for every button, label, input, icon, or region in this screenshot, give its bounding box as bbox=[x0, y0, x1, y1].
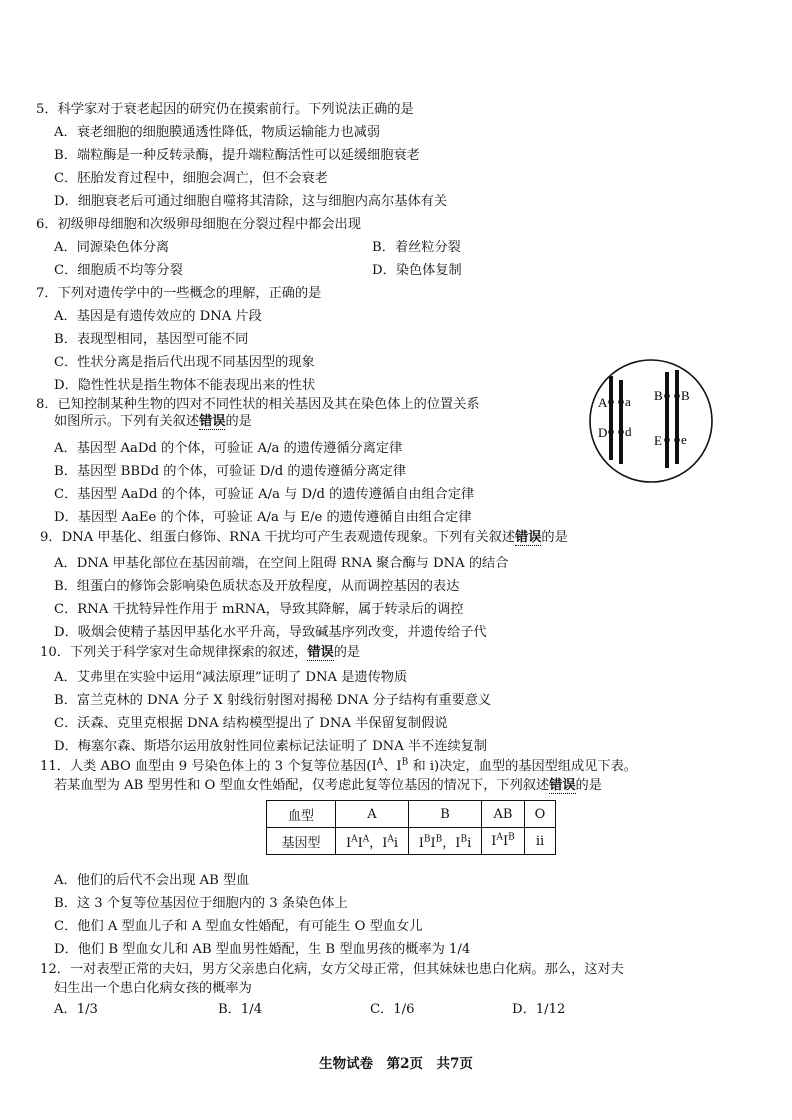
gene-label-B2: B bbox=[681, 388, 690, 403]
q8-option-d: D．基因型 AaEe 的个体，可验证 A/a 与 E/e 的遗传遵循自由组合定律 bbox=[54, 510, 472, 525]
q7-option-d: D．隐性性状是指生物体不能表现出来的性状 bbox=[54, 378, 316, 393]
table-cell: $I^AI^A$，$I^Ai$ bbox=[336, 828, 409, 855]
q10-option-c: C．沃森、克里克根据 DNA 结构模型提出了 DNA 半保留复制假说 bbox=[54, 716, 448, 731]
q8-option-c: C．基因型 AaDd 的个体，可验证 A/a 与 D/d 的遗传遵循自由组合定律 bbox=[54, 487, 475, 502]
q11-stem-part1: 11．人类 ABO 血型由 9 号染色体上的 3 个复等位基因(I bbox=[40, 759, 377, 774]
q9-stem-tail: 的是 bbox=[541, 530, 568, 545]
q8-stem-line1: 8．已知控制某种生物的四对不同性状的相关基因及其在染色体上的位置关系 bbox=[36, 397, 480, 412]
q12-stem-line1: 12．一对表型正常的夫妇，男方父亲患白化病，女方父母正常，但其妹妹也患白化病。那么，这对夫 bbox=[40, 962, 624, 977]
q12-stem-line2: 妇生出一个患白化病女孩的概率为 bbox=[54, 981, 252, 996]
q11-option-b: B．这 3 个复等位基因位于细胞内的 3 条染色体上 bbox=[54, 896, 348, 911]
gene-label-A: A bbox=[598, 395, 608, 410]
q10-emphasis: 错误 bbox=[307, 645, 334, 660]
gene-label-e: e bbox=[681, 432, 687, 447]
gene-label-a: a bbox=[625, 394, 631, 409]
q11-stem-tail: 的是 bbox=[575, 778, 602, 793]
q6-stem: 6．初级卵母细胞和次级卵母细胞在分裂过程中都会出现 bbox=[36, 217, 361, 232]
q6-option-a: A．同源染色体分离 bbox=[54, 240, 170, 255]
q11-stem-text: 若某血型为 AB 型男性和 O 型血女性婚配，仅考虑此复等位基因的情况下，下列叙述 bbox=[54, 778, 550, 793]
q12-option-d: D．1/12 bbox=[512, 1002, 566, 1017]
q9-option-a: A．DNA 甲基化部位在基因前端，在空间上阻碍 RNA 聚合酶与 DNA 的结合 bbox=[54, 556, 509, 571]
q10-option-d: D．梅塞尔森、斯塔尔运用放射性同位素标记法证明了 DNA 半不连续复制 bbox=[54, 739, 488, 754]
table-cell: $I^BI^B$，$I^Bi$ bbox=[409, 828, 482, 855]
q9-emphasis: 错误 bbox=[515, 530, 542, 545]
table-header-cell: A bbox=[336, 801, 409, 828]
q8-stem-line2 bbox=[54, 412, 252, 432]
q11-stem-line2 bbox=[54, 776, 602, 796]
q8-option-a: A．基因型 AaDd 的个体，可验证 A/a 的遗传遵循分离定律 bbox=[54, 441, 403, 456]
table-row bbox=[267, 828, 556, 855]
q11-sup-a: A bbox=[376, 757, 384, 768]
q8-stem-text: 如图所示。下列有关叙述 bbox=[54, 414, 200, 429]
q6-option-b: B．着丝粒分裂 bbox=[372, 240, 461, 255]
q11-stem-part3: 和 i)决定，血型的基因型组成见下表。 bbox=[408, 759, 637, 774]
table-header-cell: B bbox=[409, 801, 482, 828]
q7-option-c: C．性状分离是指后代出现不同基因型的现象 bbox=[54, 355, 315, 370]
q11-emphasis: 错误 bbox=[549, 778, 576, 793]
q11-option-a: A．他们的后代不会出现 AB 型血 bbox=[54, 873, 250, 888]
blood-type-table bbox=[266, 800, 556, 855]
table-header-cell: AB bbox=[482, 801, 525, 828]
q5-option-c: C．胚胎发育过程中，细胞会凋亡，但不会衰老 bbox=[54, 171, 328, 186]
q5-option-b: B．端粒酶是一种反转录酶，提升端粒酶活性可以延缓细胞衰老 bbox=[54, 148, 420, 163]
q5-option-d: D．细胞衰老后可通过细胞自噬将其清除，这与细胞内高尔基体有关 bbox=[54, 194, 448, 209]
q11-sup-b: B bbox=[401, 757, 409, 768]
q9-option-c: C．RNA 干扰特异性作用于 mRNA，导致其降解，属于转录后的调控 bbox=[54, 602, 464, 617]
q9-stem bbox=[40, 528, 568, 548]
q5-stem: 5．科学家对于衰老起因的研究仍在摸索前行。下列说法正确的是 bbox=[36, 102, 414, 117]
q11-option-d: D．他们 B 型血女儿和 AB 型血男性婚配，生 B 型血男孩的概率为 1/4 bbox=[54, 942, 471, 957]
q12-option-b: B．1/4 bbox=[218, 1002, 263, 1017]
q11-stem-part2: 、I bbox=[383, 759, 402, 774]
q11-option-c: C．他们 A 型血儿子和 A 型血女性婚配，有可能生 O 型血女儿 bbox=[54, 919, 423, 934]
table-row bbox=[267, 801, 556, 828]
chromosome-figure bbox=[581, 358, 721, 484]
q10-option-b: B．富兰克林的 DNA 分子 X 射线衍射图对揭秘 DNA 分子结构有重要意义 bbox=[54, 693, 492, 708]
table-cell: $I^AI^B$ bbox=[482, 828, 525, 855]
q7-option-a: A．基因是有遗传效应的 DNA 片段 bbox=[54, 309, 262, 324]
page-footer: 生物试卷 第2页 共7页 bbox=[319, 1056, 473, 1072]
gene-label-D: D bbox=[598, 425, 608, 440]
q10-stem-tail: 的是 bbox=[333, 645, 361, 660]
figure-circle bbox=[590, 360, 712, 482]
q6-option-c: C．细胞质不均等分裂 bbox=[54, 263, 183, 278]
table-cell: ii bbox=[525, 828, 556, 855]
gene-label-B1: B bbox=[654, 388, 663, 403]
gene-label-E: E bbox=[654, 433, 662, 448]
q5-option-a: A．衰老细胞的细胞膜通透性降低，物质运输能力也减弱 bbox=[54, 125, 381, 140]
q11-stem-line1 bbox=[40, 757, 637, 777]
table-header-cell: O bbox=[525, 801, 556, 828]
q8-emphasis: 错误 bbox=[199, 414, 226, 429]
q9-option-d: D．吸烟会使精子基因甲基化水平升高，导致碱基序列改变，并遗传给子代 bbox=[54, 625, 487, 640]
q7-stem: 7．下列对遗传学中的一些概念的理解，正确的是 bbox=[36, 286, 322, 301]
q8-stem-tail: 的是 bbox=[225, 414, 252, 429]
q7-option-b: B．表现型相同，基因型可能不同 bbox=[54, 332, 249, 347]
q9-stem-text: 9．DNA 甲基化、组蛋白修饰、RNA 干扰均可产生表观遗传现象。下列有关叙述 bbox=[40, 530, 516, 545]
gene-label-d: d bbox=[625, 424, 632, 439]
q12-option-a: A．1/3 bbox=[54, 1002, 98, 1017]
q9-option-b: B．组蛋白的修饰会影响染色质状态及开放程度，从而调控基因的表达 bbox=[54, 579, 460, 594]
q10-option-a: A．艾弗里在实验中运用“减法原理”证明了 DNA 是遗传物质 bbox=[54, 670, 408, 685]
q6-option-d: D．染色体复制 bbox=[372, 263, 462, 278]
q8-option-b: B．基因型 BBDd 的个体，可验证 D/d 的遗传遵循分离定律 bbox=[54, 464, 407, 479]
q10-stem bbox=[40, 643, 360, 663]
table-header-cell: 血型 bbox=[267, 801, 336, 828]
table-cell: 基因型 bbox=[267, 828, 336, 855]
q12-option-c: C．1/6 bbox=[370, 1002, 415, 1017]
q10-stem-text: 10．下列关于科学家对生命规律探索的叙述， bbox=[40, 645, 308, 660]
